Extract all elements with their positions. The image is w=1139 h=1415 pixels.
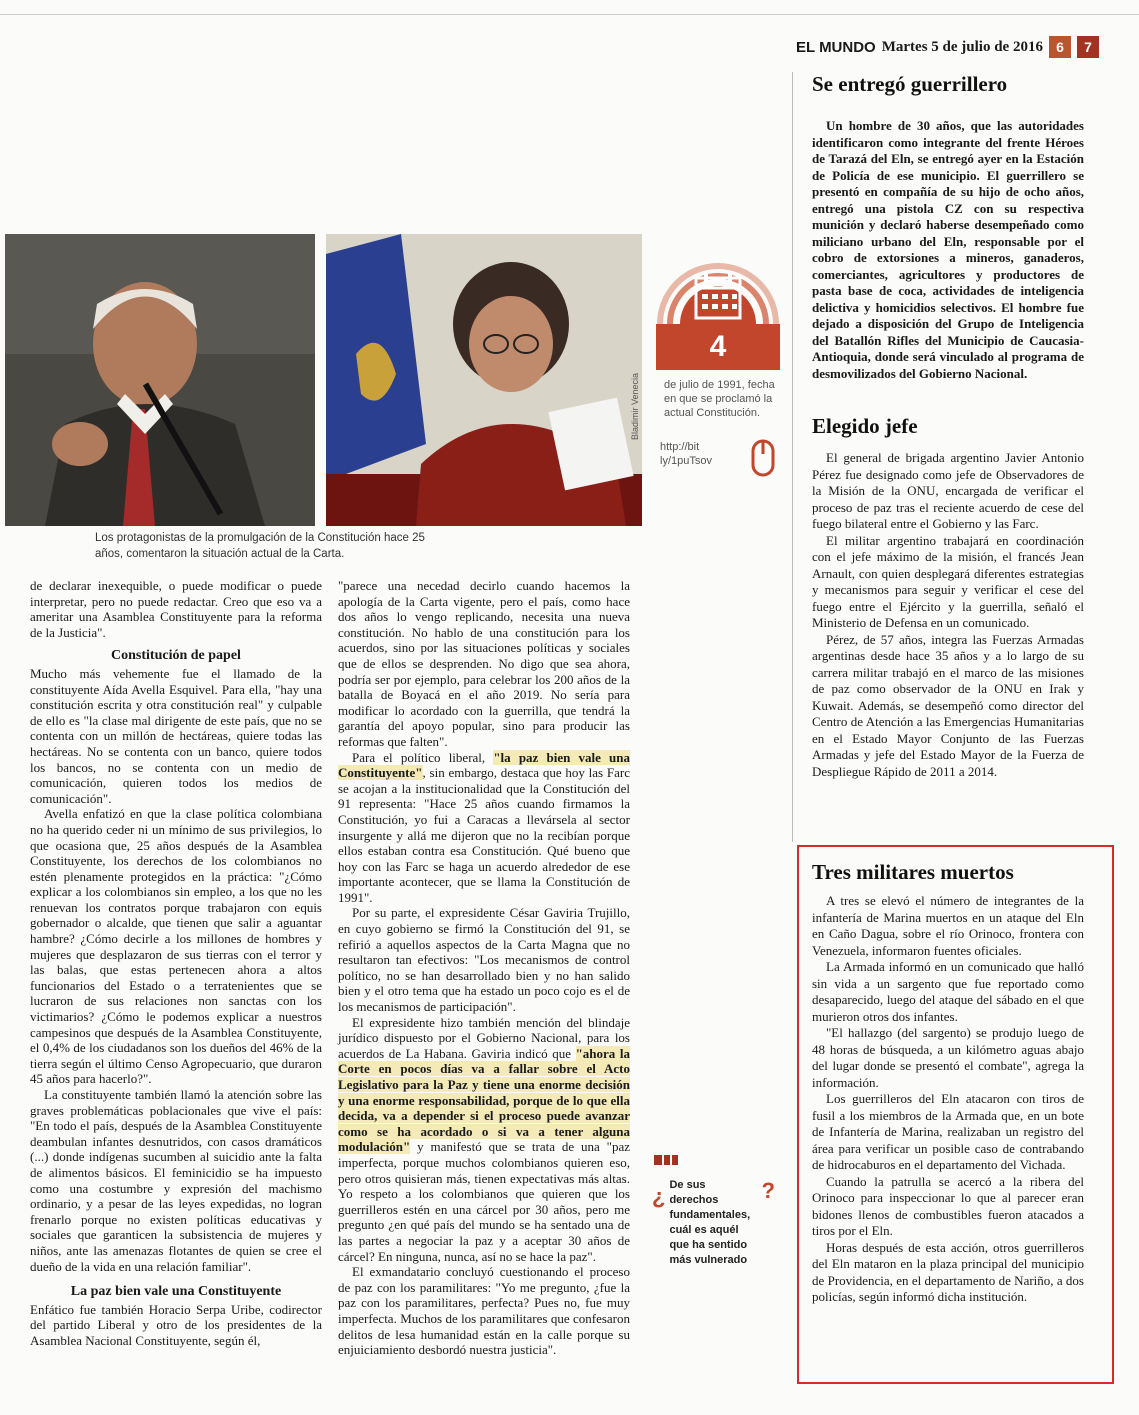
page-number-right: 7: [1077, 36, 1099, 58]
col2-paragraph-1: "parece una necedad decirlo cuando hacemos la apología de la Carta vigente, pero el país, como hace dos años lo vengo replicando, necesita una nueva constitución. No hablo de una constitución para los acuerdos, sino por las situaciones políticas y sociales que de ellos se desprenden. No digo que sea ahora, podría ser por ejemplo, para celebrar los 200 años de la batalla de Boyacá en el año 2019. No sería para modificar lo acordado con la guerrilla, que tendrá la garantía del apoyo popular, sino para producir las reformas que falten".: [338, 578, 630, 749]
headline-elegido-jefe: Elegido jefe: [812, 414, 918, 438]
top-rule: [0, 14, 1139, 15]
question-open-mark: ¿: [652, 1184, 666, 1209]
article-column-1: [30, 578, 322, 1349]
story3-paragraph-6: Horas después de esta acción, otros guerrilleros del Eln mataron en la plaza principal del municipio de Providencia, en el departamento de Nariño, a dos policías, según informó dicha institución.: [812, 1239, 1084, 1304]
col1-paragraph-2: Mucho más vehemente fue el llamado de la constituyente Aída Avella Esquivel. Para ella, "hay una constitución escrita y otra constitución real" y culpable de ello es "la clase mal dirigente de este país, que no se contenta con un millón de hectáreas, quiere todas las hectáreas. No se contenta con un banco, quiere todos los bancos, no se contenta con un medio de comunicación, quieren todos los medios de comunicación".: [30, 665, 322, 806]
calendar-icon: [656, 240, 780, 324]
story3-paragraph-5: Cuando la patrulla se acercó a la ribera del Orinoco para inspeccionar lo que al parecer eran bidones llenos de combustibles fueron atacados a tiros por el Eln.: [812, 1173, 1084, 1238]
story3-paragraph-4: Los guerrilleros del Eln atacaron con tiros de fusil a los miembros de la Armada que, en un bote de Infantería de Marina, realizaban un registro del área para verificar un posible caso de contrabando de hidrocaburos en el departamento del Vichada.: [812, 1091, 1084, 1172]
story-elegido-jefe: [812, 450, 1084, 780]
story2-paragraph-1: El general de brigada argentino Javier Antonio Pérez fue designado como jefe de Observadores de la Misión de la ONU, encargada de verificar el proceso de paz tras el reciente acuerdo de cese del fuego bilateral entre el Gobierno y las Farc.: [812, 450, 1084, 531]
subhead-constitucion-de-papel: Constitución de papel: [111, 648, 241, 664]
col2-p4-highlight: "ahora la Corte en pocos días va a fallar sobre el Acto Legislativo para la Paz y tiene una enorme decisión y una enorme responsabilidad, porque de lo que ella decida, va a depender si el proceso puede avanzar como se ha acordado o si va a tener alguna modulación": [338, 1045, 630, 1155]
col2-p4-lead: El expresidente hizo también mención del blindaje jurídico dispuesto por el Gobierno Nacional, para los acuerdos de La Habana. Gaviria indicó que: [338, 1014, 630, 1061]
col2-p2-rest: , sin embargo, destaca que hoy las Farc se acojan a la institucionalidad que la Constitución del 91 representa: "Hace 25 años cuando firmamos la Constitución, yo fui a Caracas a llevársela al sector insurgente y allá me dijeron que no la recibían porque ellos estaban contra esa Constitución. Qué bueno que hoy con las Farc se haga un acuerdo alrededor de ese importante acontecer, que se llama la Constitución de 1991".: [338, 765, 630, 905]
mouse-icon: [750, 438, 776, 483]
infobox-number: 4: [656, 324, 780, 370]
col2-paragraph-5: El exmandatario concluyó cuestionando el proceso de paz con los paramilitares: "Yo me pregunto, ¿fue la paz con los paramilitares, perfecta? Pues no, fue muy imperfecta. Muchos de los paramilitares que confesaron delitos de lesa humanidad están en la calle porque su enjuiciamiento desbordó nuestra justicia".: [338, 1264, 630, 1358]
newspaper-name: EL MUNDO: [796, 38, 876, 56]
photo-woman-reading: [326, 234, 642, 526]
col1-paragraph-1: de declarar inexequible, o puede modificar o puede interpretar, pero no puede redactar. Creo que eso va a ameritar una Asamblea Constituyente para la reforma de la Justicia".: [30, 578, 322, 640]
story-se-entrego-guerrillero: [812, 118, 1084, 382]
photo-credit: Bladimir Venecia: [630, 372, 640, 440]
story3-paragraph-3: "El hallazgo (del sargento) se produjo luego de 48 horas de búsqueda, a un kilómetro aguas abajo del lugar donde se presentó el combate", agrega la información.: [812, 1025, 1084, 1090]
infobox-link[interactable]: http://bit ly/1puTsov: [660, 441, 712, 467]
story3-paragraph-2: La Armada informó en un comunicado que halló sin vida a un sargento que fue reportado como desaparecido, luego del ataque del sábado en el que murieron otros dos infantes.: [812, 959, 1084, 1024]
woman-reading-illustration: [326, 234, 642, 526]
col2-paragraph-3: Por su parte, el expresidente César Gaviria Trujillo, en cuyo gobierno se firmó la Constitución del 91, se refirió a aquellos aspectos de la Carta Magna que no resultaron tan efectivos: "Los mecanismos de control político, no se han desarrollado bien y no han salido bien y el otro tema que ha estado un poco cojo es el de los mecanismos de participación".: [338, 905, 630, 1015]
date-infobox: [656, 240, 780, 483]
question-close-mark: ?: [761, 1178, 775, 1203]
story1-body: Un hombre de 30 años, que las autoridades identificaron como integrante del frente Héroes de Tarazá del Eln, se entregó ayer en la Estación de Policía de ese municipio. El guerrillero se presentó en compañía de su hijo de ocho años, entregó una pistola CZ con su respectiva munición y declaró haberse desempeñado como miliciano urbano del Eln, responsable por el cobro de extorsiones a mineros, ganaderos, comerciantes, agricultores y productores de pasta base de coca, actividades de inteligencia delictiva y homicidios selectivos. El hombre fue dejado a disposición del Grupo de Inteligencia del Batallón Rifles del Municipio de Caucasia-Antioquia, donde será vinculado al programa de desmovilizados del Gobierno Nacional.: [812, 118, 1084, 381]
masthead: [796, 36, 1101, 58]
headline-se-entrego-guerrillero: Se entregó guerrillero: [812, 72, 1008, 96]
right-column-separator: [792, 72, 793, 842]
col2-paragraph-2: [338, 750, 630, 906]
story2-paragraph-2: El militar argentino trabajará en coordinación con el jefe máximo de la misión, el francés Jean Arnault, con quien desplegará diferentes estrategias y mecanismos para seguir y verificar el cese del fuego entre el Ejército y la guerrilla, señaló el Ministerio de Defensa en un comunicado.: [812, 532, 1084, 630]
col1-paragraph-3: Avella enfatizó en que la clase política colombiana no ha querido ceder ni un mínimo de sus privilegios, lo que ocasiona que, 25 años después de la Asamblea Constituyente, los derechos de los colombianos no estén plenamente protegidos en la práctica: "¿Cómo explicar a los colombianos sin empleo, a los que no les renuevan los contratos porque trabajaron con equis gobernador o alcalde, que tienen que salir a aguantar hambre? ¿Cómo decirle a los millones de hombres y mujeres que desplazaron de sus tierras con el terror y las balas, que estas pertenecen ahora a altos funcionarios del Estado o a terratenientes que se lucraron de sus relaciones non sanctas con los victimarios? ¿Cómo le podemos explicar a nuestros campesinos que después de la Asamblea Constituyente, el 0,4% de los ciudadanos son los dueños del 46% de la tierra según el último Censo Agropecuario, que duraron 45 años para hacerlo?".: [30, 806, 322, 1087]
reader-question: [652, 1178, 775, 1268]
page-number-left: 6: [1049, 36, 1071, 58]
col2-p2-highlight: "la paz bien vale una Constituyente": [338, 749, 631, 781]
photo-man-speaking: [5, 234, 315, 526]
story2-paragraph-3: Pérez, de 57 años, integra las Fuerzas Armadas argentinas desde hace 35 años y a lo largo de su carrera militar trabajó en el marco de las misiones de paz como observador de la ONU en Irak y Kuwait. Además, se desempeñó como director del Centro de Atención a las Emergencias Humanitarias en el Estado Mayor Conjunto de las Fuerzas Armadas y jefe del Estado Mayor de la Fuerza de Despliegue Rápido de 2011 a 2014.: [812, 631, 1084, 779]
photo-caption: Los protagonistas de la promulgación de la Constitución hace 25 años, comentaron la situación actual de la Carta.: [95, 532, 425, 560]
question-text: De sus derechos fundamentales, cuál es aquél que ha sentido más vulnerado: [669, 1179, 751, 1266]
col1-paragraph-4: La constituyente también llamó la atención sobre las graves problemáticas poblacionales que vive el país: "En todo el país, después de la Asamblea Constituyente deambulan infantes desnutridos, con casos dramáticos (...) donde indígenas sucumben al suicidio ante la falta de alimentos básicos. El feminicidio se ha impuesto como una costumbre y expresión del machismo ordinario, y a pesar de las leyes expedidas, no logran frenarlo porque no existen políticas educativas y sociales que garanticen la subsistencia de mujeres y niños, ante las amenazas flotantes de quien se cree el dueño de la vida en una relación familiar".: [30, 1087, 322, 1274]
col2-p4-rest: y manifestó que se trata de una "paz imperfecta, porque muchos colombianos quieren eso, pero otros quisieran más, tienen expectativas más altas. Yo respeto a los colombianos que quieren que los guerrilleros estén en una cárcel por 30 años, pero me pregunto ¿en qué país del mundo se ha sentado una de las partes a negociar la paz y a aceptar 30 años de cárcel? En ninguna, nunca, así no se hace la paz".: [338, 1139, 630, 1264]
issue-date: Martes 5 de julio de 2016: [881, 38, 1043, 55]
story-tres-militares-muertos: [812, 893, 1084, 1306]
col2-paragraph-4: [338, 1015, 630, 1265]
subhead-la-paz: La paz bien vale una Constituyente: [70, 1284, 282, 1300]
col2-p2-lead: Para el político liberal,: [352, 749, 494, 765]
infobox-text: de julio de 1991, fecha en que se proclamó la actual Constitución.: [664, 379, 775, 419]
question-bars: [654, 1155, 688, 1167]
article-column-2: [338, 578, 630, 1358]
col1-paragraph-5: Enfático fue también Horacio Serpa Uribe, codirector del partido Liberal y otro de los presidentes de la Asamblea Nacional Constituyente, según él,: [30, 1301, 322, 1348]
headline-tres-militares-muertos: Tres militares muertos: [812, 860, 1014, 884]
story3-paragraph-1: A tres se elevó el número de integrantes de la infantería de Marina muertos en un ataque del Eln en Caño Dagua, sobre el río Orinoco, frontera con Venezuela, informaron fuentes oficiales.: [812, 893, 1084, 958]
man-speaking-illustration: [5, 234, 315, 526]
